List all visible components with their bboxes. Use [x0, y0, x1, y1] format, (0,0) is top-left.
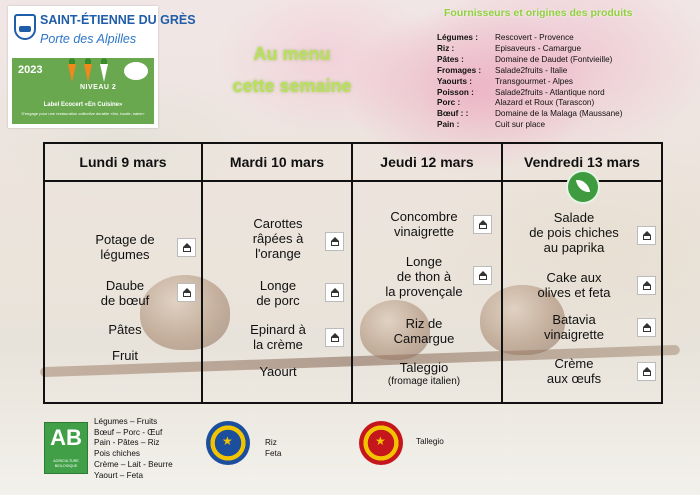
homemade-icon [177, 283, 196, 302]
day-dishes [203, 182, 351, 402]
dish [513, 312, 635, 342]
day-column-lundi [45, 144, 203, 402]
ecocert-seal-icon [124, 62, 148, 80]
dish-note: (fromage italien) [387, 376, 461, 387]
supplier-value: Alazard et Roux (Tarascon) [495, 98, 595, 108]
dish [367, 254, 481, 299]
town-crest-icon [14, 14, 36, 40]
aop-product: Tallegio [416, 437, 444, 446]
day-header: Mardi 10 mars [203, 144, 351, 182]
day-column-jeudi [353, 144, 503, 402]
suppliers-title: Fournisseurs et origines des produits [444, 7, 633, 19]
dish-line: vinaigrette [544, 327, 604, 342]
page-title [212, 38, 372, 102]
supplier-value: Cuit sur place [495, 120, 546, 130]
supplier-category: Yaourts : [437, 76, 473, 86]
dish-line: Daube [105, 278, 145, 293]
homemade-icon [325, 328, 344, 347]
supplier-row [437, 33, 622, 44]
dish-line: Salade [553, 210, 595, 225]
supplier-row [437, 77, 622, 88]
dish [75, 322, 175, 337]
dish-line: râpées à [252, 231, 304, 246]
town-subtitle: Porte des Alpilles [40, 32, 137, 46]
town-logo [8, 6, 196, 56]
supplier-value: Rescovert - Provence [495, 33, 574, 42]
supplier-row [437, 88, 622, 99]
dish [513, 270, 635, 300]
homemade-icon [473, 215, 492, 234]
dish-line: de thon à [396, 269, 452, 284]
dish-line: Crème [554, 356, 594, 371]
town-logo-panel [8, 6, 196, 128]
supplier-category: Légumes : [437, 33, 478, 42]
dish-line: aux œufs [546, 371, 602, 386]
carrot-icon [84, 64, 92, 82]
suppliers-list [437, 33, 622, 131]
supplier-value: Episaveurs - Camargue [495, 43, 582, 53]
bio-product: Pain - Pâtes – Riz [94, 438, 160, 448]
aop-seal-icon: ★ [359, 421, 403, 465]
dish [75, 348, 175, 363]
supplier-value: Salade2fruits - Atlantique nord [495, 87, 605, 97]
bio-product: Bœuf – Porc - Œuf [94, 427, 163, 437]
homemade-icon [637, 362, 656, 381]
dish-line: Batavia [552, 312, 596, 327]
dish-line: de porc [256, 293, 300, 308]
bio-products-list [94, 417, 173, 481]
dish-line: Cake aux [546, 270, 602, 285]
supplier-category: Porc : [437, 98, 461, 108]
supplier-value: Domaine de Daudet (Fontvieille) [495, 54, 613, 64]
homemade-icon [325, 283, 344, 302]
dish-line: Longe [405, 254, 443, 269]
igp-product: Feta [265, 449, 282, 458]
carrot-icon [100, 64, 108, 82]
supplier-value: Salade2fruits - Italie [495, 65, 568, 75]
aop-products-list [416, 437, 444, 446]
dish [233, 364, 323, 379]
ab-logo-text: AB [50, 425, 82, 450]
day-dishes [503, 182, 661, 402]
homemade-icon [177, 238, 196, 257]
supplier-row [437, 109, 622, 120]
supplier-category: Riz : [437, 43, 455, 53]
day-dishes [353, 182, 501, 402]
dish-line: Potage de [95, 232, 155, 247]
supplier-category: Poisson : [437, 87, 474, 97]
igp-product: Riz [265, 438, 277, 447]
ecocert-description: S'engage pour une restauration collective durable «bio, locale, saine» [21, 111, 145, 116]
ecocert-level: NIVEAU 2 [80, 84, 117, 91]
carrot-icon [68, 64, 76, 82]
ecocert-label [12, 58, 154, 124]
igp-products-list [265, 437, 281, 459]
homemade-icon [637, 276, 656, 295]
vegetarian-leaf-icon [568, 172, 598, 202]
supplier-category: Pâtes : [437, 54, 464, 64]
dish [233, 322, 323, 352]
dish-line: Riz de [405, 316, 443, 331]
dish-line: de bœuf [100, 293, 150, 308]
dish [367, 360, 481, 388]
dish-line: Pâtes [108, 322, 142, 337]
dish-line: Camargue [393, 331, 455, 346]
bio-product: Crème – Lait - Beurre [94, 459, 173, 469]
dish-line: Epinard à [250, 322, 306, 337]
day-header: Vendredi 13 mars [503, 144, 661, 182]
dish [367, 316, 481, 346]
homemade-icon [637, 318, 656, 337]
bio-product: Légumes – Fruits [94, 417, 158, 426]
day-column-mardi [203, 144, 353, 402]
dish [367, 209, 481, 239]
title-line-2: cette semaine [232, 76, 352, 96]
homemade-icon [325, 232, 344, 251]
dish [513, 210, 635, 255]
title-line-1: Au menu [253, 44, 331, 64]
dish-line: Taleggio [399, 360, 449, 375]
dish-line: la crème [253, 337, 303, 352]
supplier-row [437, 55, 622, 66]
dish [75, 278, 175, 308]
dish-line: de pois chiches [529, 225, 619, 240]
dish-line: Concombre [390, 209, 458, 224]
supplier-value: Domaine de la Malaga (Maussane) [495, 109, 623, 119]
dish [233, 278, 323, 308]
dish [233, 216, 323, 261]
day-header: Lundi 9 mars [45, 144, 201, 182]
supplier-category: Fromages : [437, 65, 482, 75]
dish-line: l'orange [255, 246, 301, 261]
dish [513, 356, 635, 386]
ab-logo-subtitle: AGRICULTURE BIOLOGIQUE [53, 459, 79, 468]
dish-line: olives et feta [537, 285, 611, 300]
igp-seal-icon: ★ [206, 421, 250, 465]
day-header: Jeudi 12 mars [353, 144, 501, 182]
dish-line: Fruit [112, 348, 138, 363]
supplier-row [437, 44, 622, 55]
dish-line: Longe [259, 278, 297, 293]
supplier-category: Bœuf : : [437, 109, 469, 119]
supplier-row [437, 120, 622, 131]
ab-bio-logo [44, 422, 88, 474]
dish-line: au paprika [543, 240, 605, 255]
ecocert-year: 2023 [18, 64, 43, 76]
bio-product: Pois chiches [94, 449, 140, 459]
supplier-value: Transgourmet - Alpes [495, 76, 573, 86]
supplier-category: Pain : [437, 120, 460, 130]
bio-product: Yaourt – Feta [94, 470, 144, 480]
homemade-icon [637, 226, 656, 245]
ecocert-label-name: Label Ecocert «En Cuisine» [43, 102, 123, 108]
dish-line: Yaourt [259, 364, 297, 379]
homemade-icon [473, 266, 492, 285]
supplier-row [437, 66, 622, 77]
dish-line: vinaigrette [394, 224, 454, 239]
dish-line: Carottes [253, 216, 303, 231]
dish [75, 232, 175, 262]
dish-line: légumes [100, 247, 150, 262]
day-dishes [45, 182, 201, 402]
supplier-row [437, 98, 622, 109]
dish-line: la provençale [385, 284, 463, 299]
town-name: SAINT-ÉTIENNE DU GRÈS [40, 13, 196, 27]
